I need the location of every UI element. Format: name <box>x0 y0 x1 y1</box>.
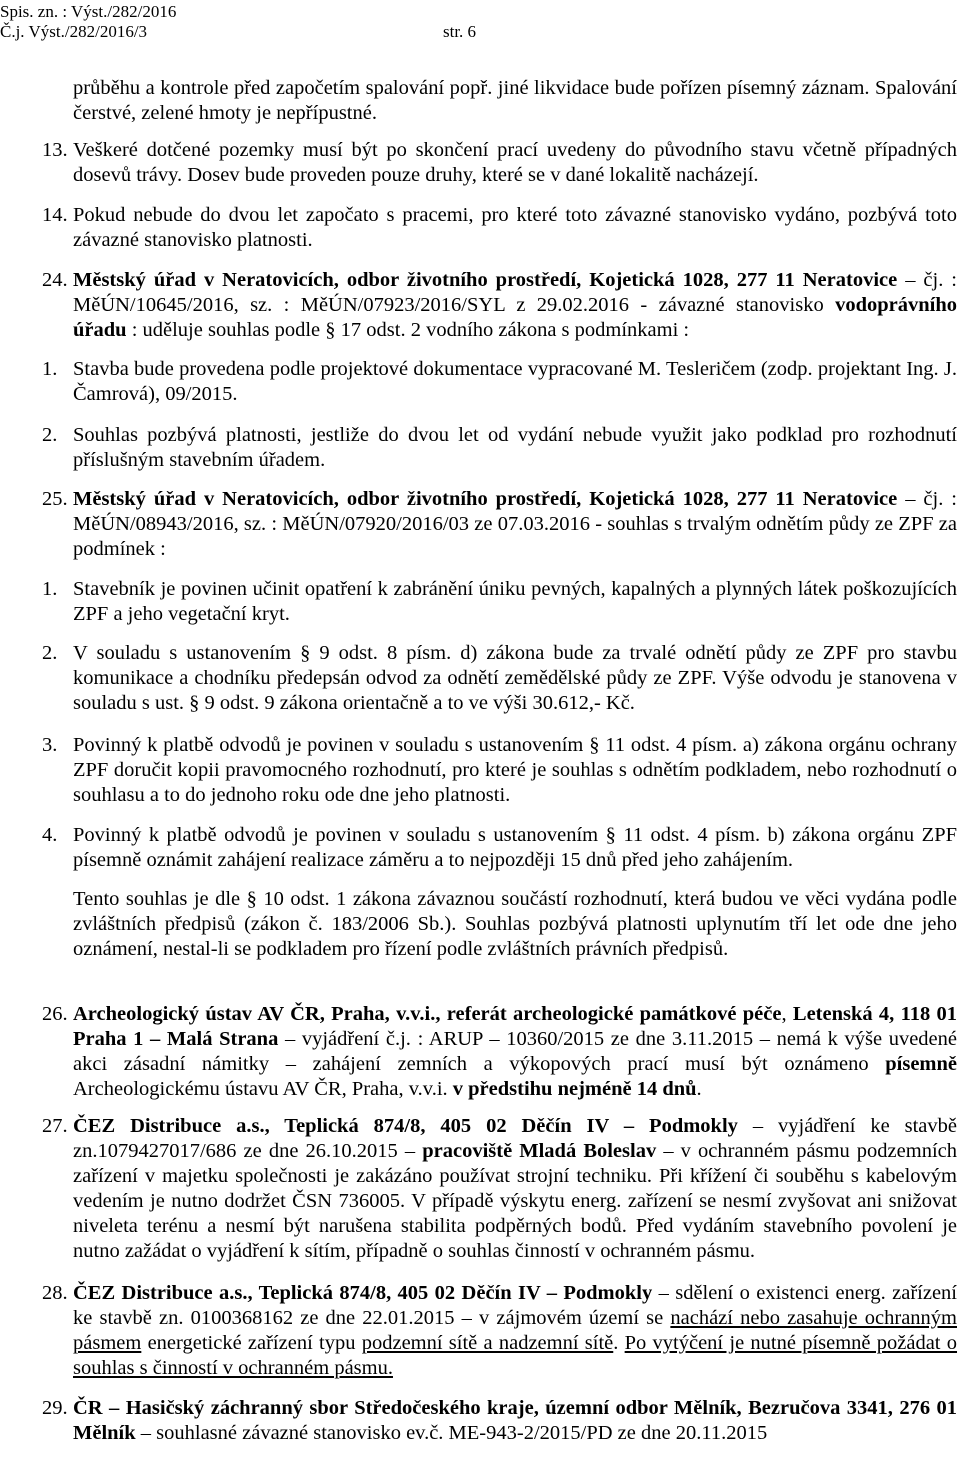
item-number-24-2: 2. <box>42 424 58 446</box>
file-reference: Spis. zn. : Výst./282/2016 <box>0 2 177 21</box>
statement-text: – vyjádření ke stavbě zn.1079427017/686 ze dne 26.10.2015 – <box>73 1115 957 1162</box>
authority-name: Městský úřad v Neratovicích, odbor životního prostředí, Kojetická 1028, 277 11 Neratovice <box>73 488 898 510</box>
statement-text: – vyjádření č.j. : ARUP – 10360/2015 ze dne 3.11.2015 – nemá k výše uvedené akci zásadní námitky – zahájení zemních a výkopových prací musí být oznámeno <box>73 1028 957 1075</box>
emphasis-deadline: v předstihu nejméně 14 dnů <box>452 1078 697 1100</box>
separator: , <box>781 1003 793 1025</box>
item-number-26: 26. <box>42 1003 68 1025</box>
statement-text-3: . <box>613 1332 625 1354</box>
paragraph-28 <box>73 1281 957 1381</box>
statement-text-2: energetické zařízení typu <box>141 1332 362 1354</box>
item-number-25-2: 2. <box>42 642 58 664</box>
item-number-25-4: 4. <box>42 824 58 846</box>
item-number-24-1: 1. <box>42 358 58 380</box>
institution-address: Letenská 4, 118 01 Praha 1 – Malá Strana <box>73 1003 958 1050</box>
condition-25-3: Povinný k platbě odvodů je povinen v souladu s ustanovením § 11 odst. 4 písm. a) zákona orgánu ochrany ZPF doručit kopii pravomocného rozhodnutí, pro které je souhlas s odnětím podkladem, nebo rozhodnutí o souhlasu a to do jednoho roku ode dne jeho platnosti. <box>73 734 957 806</box>
document-number: Č.j. Výst./282/2016/3 <box>0 22 148 41</box>
paragraph-continuation: průběhu a kontrole před započetím spalování popř. jiné likvidace bude pořízen písemný záznam. Spalování čerstvé, zelené hmoty je nepřípustné. <box>73 77 957 124</box>
statement-text-2: Archeologickému ústavu AV ČR, Praha, v.v.i. <box>73 1078 453 1100</box>
consent-text: : uděluje souhlas podle § 17 odst. 2 vodního zákona s podmínkami : <box>126 319 690 341</box>
condition-25-1: Stavebník je povinen učinit opatření k zabránění úniku pevných, kapalných a plynných látek poškozujících ZPF a jeho vegetační kryt. <box>73 578 957 625</box>
company-name: ČEZ Distribuce a.s., Teplická 874/8, 405 02 Děčín IV – Podmokly <box>73 1115 738 1137</box>
authority-name: Městský úřad v Neratovicích, odbor životního prostředí, Kojetická 1028, 277 11 Neratovice <box>73 269 898 291</box>
document-reference <box>0 22 477 42</box>
underlined-network-type: podzemní sítě a nadzemní sítě <box>361 1332 614 1354</box>
statement-text-2: – v ochranném pásmu podzemních zařízení v majetku společnosti je zakázáno používat strojní techniku. Při křížení či souběhu s kabelovým vedením je nutno dodržet ČSN 736005. V případě výskytu energ. zařízení se nesmí zvyšovat ani snižovat niveleta terénu a nesmí být narušena stabilita podpěrných bodů. Před vydáním stavebního povolení je nutno zažádat o vyjádření k sítím, případně o souhlas činností v ochranném pásmu. <box>73 1140 957 1262</box>
item-number-27: 27. <box>42 1115 68 1137</box>
item-number-25: 25. <box>42 488 68 510</box>
statement-text: – sdělení o existenci energ. zařízení ke stavbě zn. 0100368162 ze dne 22.01.2015 – v zájmovém území se <box>73 1282 958 1329</box>
item-number-25-1: 1. <box>42 578 58 600</box>
underlined-requirement: Po vytýčení je nutné písemně požádat o souhlas s činností v ochranném pásmu. <box>73 1332 958 1379</box>
paragraph-29 <box>73 1396 957 1446</box>
item-number-13: 13. <box>42 139 68 161</box>
company-name: ČEZ Distribuce a.s., Teplická 874/8, 405 02 Děčín IV – Podmokly <box>73 1282 653 1304</box>
condition-25-2: V souladu s ustanovením § 9 odst. 8 písm. d) zákona bude za trvalé odnětí půdy ze ZPF pro stavbu komunikace a chodníku předepsán odvod za odnětí zemědělské půdy ze ZPF. Výše odvodu je stanovena v souladu s ust. § 9 odst. 9 zákona orientačně a to ve výši 30.612,- Kč. <box>73 642 957 714</box>
item-number-14: 14. <box>42 204 68 226</box>
emphasis-written: písemně <box>885 1053 957 1075</box>
reference-text: – čj. : MěÚN/08943/2016, sz. : MěÚN/07920/2016/03 ze 07.03.2016 - souhlas s trvalým odnětím půdy ze ZPF za podmínek : <box>73 488 957 560</box>
item-number-25-3: 3. <box>42 734 58 756</box>
item-number-29: 29. <box>42 1397 68 1419</box>
condition-25-4: Povinný k platbě odvodů je povinen v souladu s ustanovením § 11 odst. 4 písm. b) zákona orgánu ZPF písemně oznámit zahájení realizace záměru a to nejpozději 15 dnů před jeho zahájením. <box>73 824 957 871</box>
condition-24-2: Souhlas pozbývá platnosti, jestliže do dvou let od vydání nebude využit jako podklad pro rozhodnutí příslušným stavebním úřadem. <box>73 424 957 471</box>
institution-name: Archeologický ústav AV ČR, Praha, v.v.i., referát archeologické památkové péče <box>73 1003 782 1025</box>
reference-text: – čj. : MěÚN/10645/2016, sz. : MěÚN/07923/2016/SYL z 29.02.2016 - závazné stanovisko <box>73 269 957 316</box>
statement-end: . <box>696 1078 702 1100</box>
authority-type: vodoprávního úřadu <box>73 294 957 341</box>
authority-name: ČR – Hasičský záchranný sbor Středočeského kraje, územní odbor Mělník, Bezručova 3341, 276 01 Mělník <box>73 1397 957 1444</box>
paragraph-26 <box>73 1002 957 1102</box>
paragraph-27 <box>73 1114 957 1264</box>
branch-name: pracoviště Mladá Boleslav <box>422 1140 657 1162</box>
item-number-24: 24. <box>42 269 68 291</box>
item-number-28: 28. <box>42 1282 68 1304</box>
statement-text: – souhlasné závazné stanovisko ev.č. ME-943-2/2015/PD ze dne 20.11.2015 <box>135 1422 768 1444</box>
paragraph-25 <box>73 487 957 562</box>
page-number: str. 6 <box>443 22 477 41</box>
paragraph-24 <box>73 268 957 343</box>
paragraph-14: Pokud nebude do dvou let započato s pracemi, pro které toto závazné stanovisko vydáno, pozbývá toto závazné stanovisko platnosti. <box>73 204 957 251</box>
condition-24-1: Stavba bude provedena podle projektové dokumentace vypracované M. Tesleričem (zodp. projektant Ing. J. Čamrová), 09/2015. <box>73 358 957 405</box>
paragraph-13: Veškeré dotčené pozemky musí být po skončení prací uvedeny do původního stavu včetně případných dosevů trávy. Dosev bude proveden pouze druhy, které se v dané lokalitě nacházejí. <box>73 139 957 186</box>
underlined-protection-zone: nachází nebo zasahuje ochranným pásmem <box>73 1307 957 1354</box>
consent-note: Tento souhlas je dle § 10 odst. 1 zákona závaznou součástí rozhodnutí, která budou ve věci vydána podle zvláštních předpisů (zákon č. 183/2006 Sb.). Souhlas pozbývá platnosti uplynutím tří let ode dne jeho oznámení, nestal-li se podkladem pro řízení podle zvláštních právních předpisů. <box>73 888 957 960</box>
